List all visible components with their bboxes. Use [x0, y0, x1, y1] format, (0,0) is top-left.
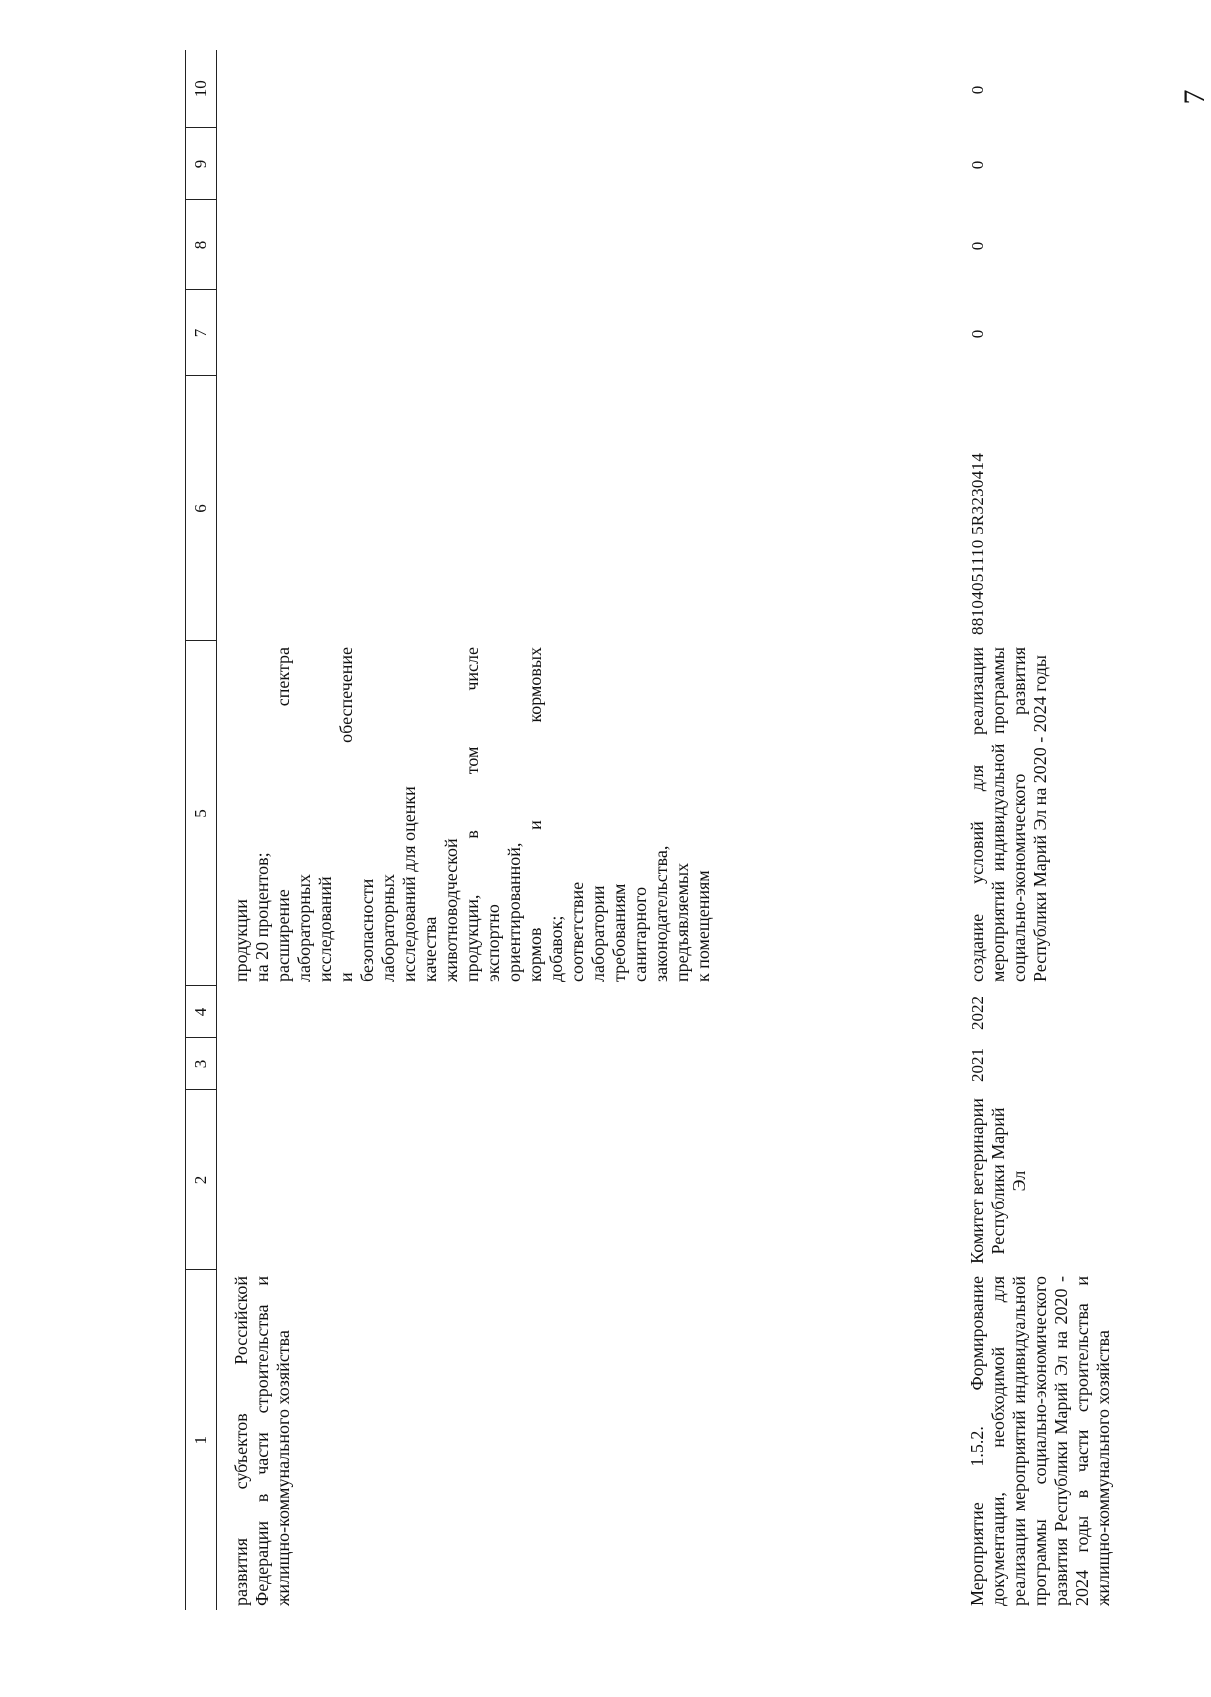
responsible-executor-cell: Комитет ветеринарии Республики Марий Эл [967, 1098, 1029, 1264]
header-col-1: 1 [186, 1270, 217, 1610]
header-col-2: 2 [186, 1090, 217, 1270]
value-col-10: 0 [968, 85, 987, 95]
value-col-7: 0 [968, 329, 987, 339]
table-row [951, 50, 1114, 1610]
value-col-8: 0 [968, 241, 987, 251]
header-col-8: 8 [186, 200, 217, 290]
header-col-7: 7 [186, 290, 217, 376]
header-row [186, 50, 217, 1610]
value-col-9: 0 [968, 160, 987, 170]
activities-table [185, 50, 1114, 1610]
end-year-cell: 2022 [968, 996, 987, 1030]
header-col-5: 5 [186, 641, 217, 986]
page-number: 7 [1178, 89, 1211, 105]
start-year-cell: 2021 [968, 1048, 987, 1082]
table-row [217, 50, 952, 1610]
expected-result-cell: создание условий для реализации мероприятий индивидуальной программы социально-экономического развития Республики Марий Эл на 2020 - 2024 годы [967, 647, 1050, 982]
row1-col5-cell: продукции на 20 процентов; расширение спектра лабораторных исследований и обеспечение безопасности лабораторных исследований для оценки качества животноводческой продукции, в том числе экспортно ориентированной, кормов и кормовых добавок; соответствие лаборатории требованиям санитарного законодательства, предъявляемых к помещениям [231, 647, 713, 982]
activity-name-cell: Мероприятие 1.5.2. Формирование документации, необходимой для реализации мероприятий индивидуальной программы социально-экономического развития Республики Марий Эл на 2020 - 2024 годы в части строительства и жилищно-коммунального хозяйства [967, 1276, 1113, 1606]
header-col-6: 6 [186, 376, 217, 641]
header-col-10: 10 [186, 50, 217, 128]
budget-code-cell: 88104051110 5R3230414 [968, 452, 987, 635]
header-col-3: 3 [186, 1038, 217, 1090]
header-col-9: 9 [186, 128, 217, 200]
rotated-table-container [185, 50, 1185, 1610]
row1-col1-continued-text: развития субъектов Российской Федерации в части строительства и жилищно-коммунального хозяйства [231, 1276, 293, 1606]
header-col-4: 4 [186, 986, 217, 1038]
